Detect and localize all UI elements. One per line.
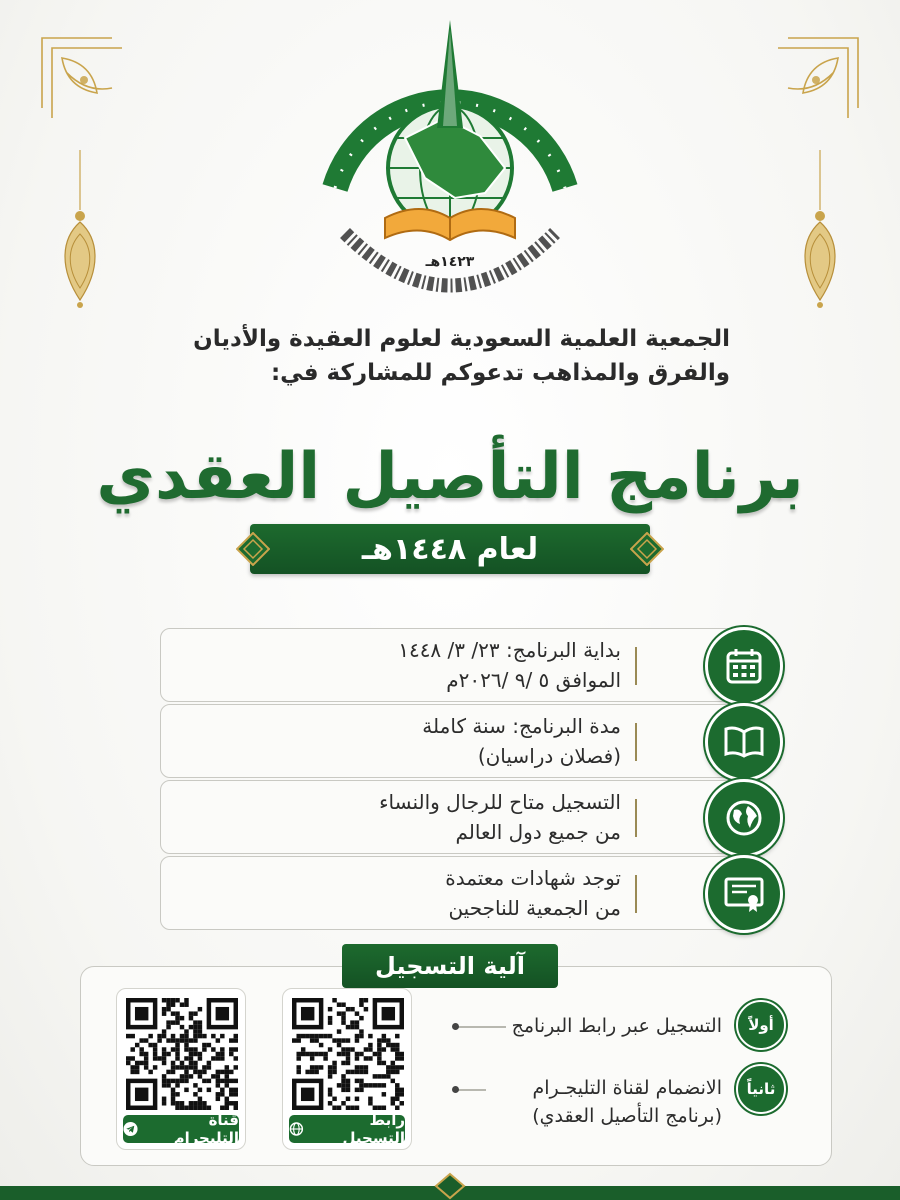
row-divider — [635, 723, 637, 761]
intro-line-1: الجمعية العلمية السعودية لعلوم العقيدة والأديان — [193, 326, 730, 352]
row-text — [181, 711, 621, 771]
year-banner — [250, 524, 650, 574]
diamond-ornament-icon — [236, 532, 270, 566]
intro-line-2: والفرق والمذاهب تدعوكم للمشاركة في: — [270, 360, 730, 386]
successful-line: من الجمعية للناجحين — [448, 896, 621, 920]
step-first-line: التسجيل عبر رابط البرنامج — [511, 1015, 722, 1037]
left-lantern-ornament — [55, 150, 105, 310]
step-first-badge: أولاً — [736, 1000, 786, 1050]
row-divider — [635, 647, 637, 685]
telegram-icon — [123, 1121, 138, 1137]
step-second-dot — [452, 1086, 459, 1093]
program-title: برنامج التأصيل العقدي — [96, 440, 804, 514]
telegram-qr-code[interactable] — [126, 998, 238, 1110]
row-text — [181, 863, 621, 923]
certificates-line: توجد شهادات معتمدة — [445, 866, 621, 890]
logo-year: ١٤٢٣هـ — [425, 254, 475, 270]
step-second-line-1: الانضمام لقناة التليجـرام — [532, 1077, 722, 1099]
telegram-channel-button[interactable] — [123, 1111, 239, 1147]
row-divider — [635, 799, 637, 837]
bottom-ornament-icon — [434, 1172, 466, 1200]
calendar-icon — [705, 627, 783, 705]
info-row-certificates — [160, 856, 750, 930]
gregorian-date-line: الموافق ٥ /٩ /٢٠٢٦م — [446, 668, 621, 692]
year-banner-text: لعام ١٤٤٨هـ — [361, 531, 539, 567]
right-lantern-ornament — [795, 150, 845, 310]
diamond-ornament-icon — [630, 532, 664, 566]
qr-card-registration[interactable] — [282, 988, 412, 1150]
duration-line: مدة البرنامج: سنة كاملة — [422, 714, 621, 738]
globe-icon — [289, 1121, 304, 1137]
semesters-line: (فصلان دراسيان) — [477, 744, 621, 768]
registration-title: آلية التسجيل — [342, 944, 558, 988]
association-logo — [305, 18, 595, 318]
registration-qr-code[interactable] — [292, 998, 404, 1110]
step-second-line-2: (برنامج التأصيل العقدي) — [532, 1105, 722, 1127]
step-second-badge: ثانياً — [736, 1064, 786, 1114]
start-date-line: بداية البرنامج: ٢٣/ ٣/ ١٤٤٨ — [398, 638, 621, 662]
countries-line: من جميع دول العالم — [455, 820, 621, 844]
step-second-connector — [456, 1089, 486, 1091]
step-first-connector — [456, 1026, 506, 1028]
intro-text — [120, 322, 730, 390]
qr-card-telegram[interactable] — [116, 988, 246, 1150]
certificate-icon — [705, 855, 783, 933]
registration-link-label: رابط التسجيل — [342, 1111, 405, 1147]
step-first-dot — [452, 1023, 459, 1030]
globe-icon — [705, 779, 783, 857]
row-divider — [635, 875, 637, 913]
info-row-duration — [160, 704, 750, 778]
row-text — [181, 787, 621, 847]
book-icon — [705, 703, 783, 781]
info-row-eligibility — [160, 780, 750, 854]
step-second-text — [422, 1074, 722, 1130]
eligibility-line: التسجيل متاح للرجال والنساء — [379, 790, 621, 814]
info-row-start-date — [160, 628, 750, 702]
row-text — [181, 635, 621, 695]
telegram-channel-label: قناة التليجرام — [173, 1111, 239, 1147]
registration-link-button[interactable] — [289, 1111, 405, 1147]
